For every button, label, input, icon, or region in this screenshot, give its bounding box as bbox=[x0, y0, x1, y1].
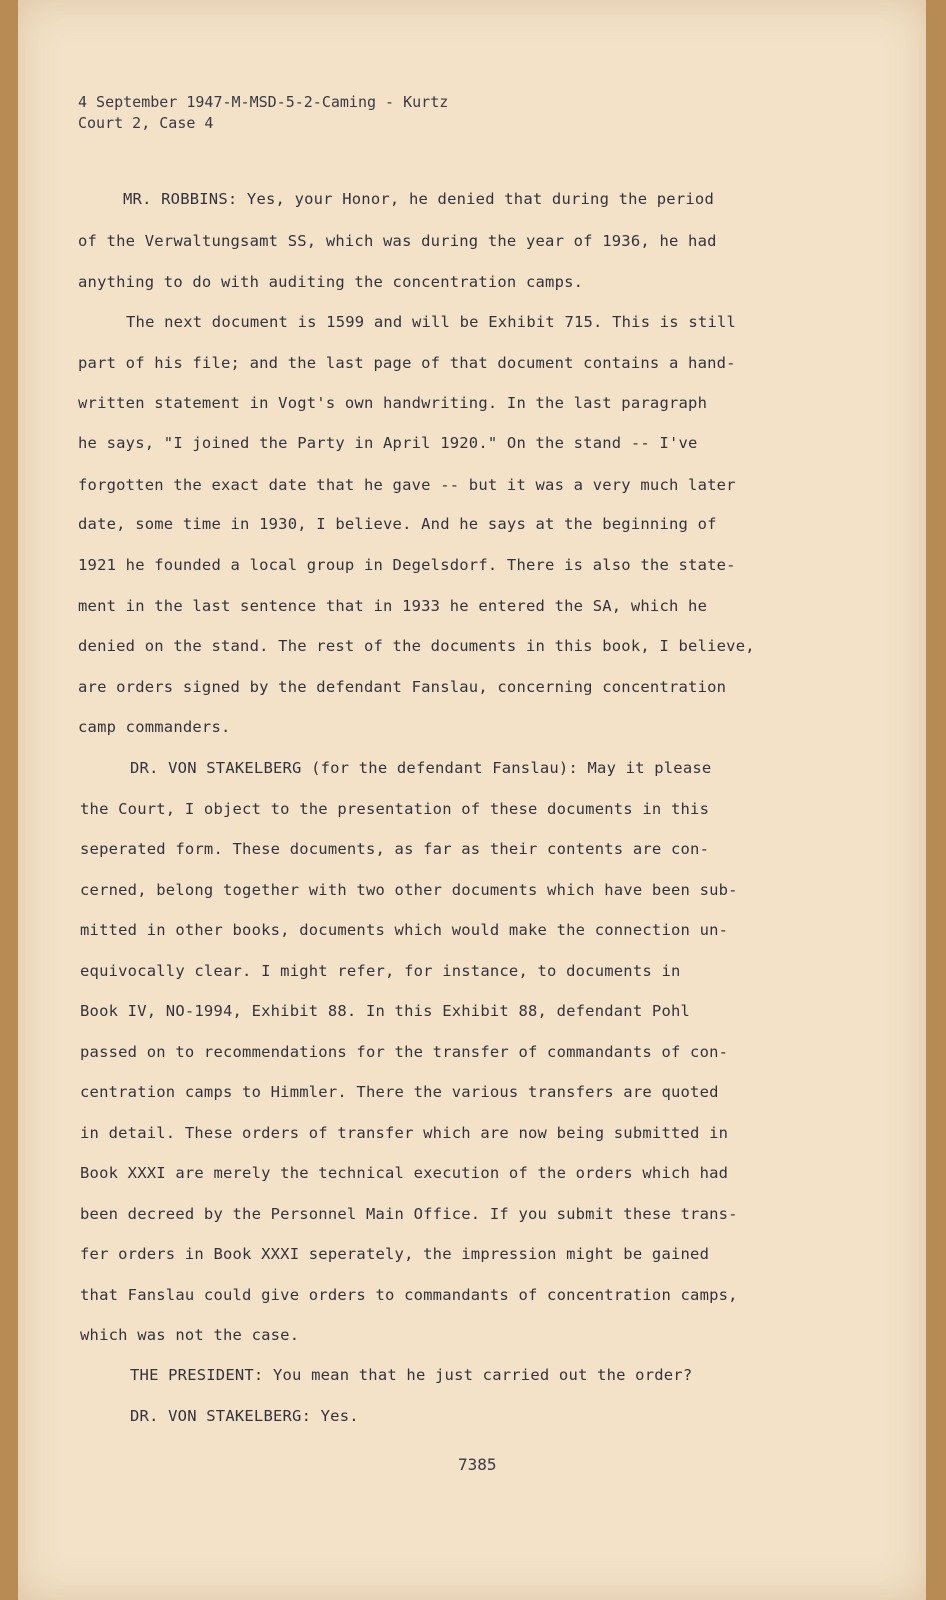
transcript-line: equivocally clear. I might refer, for instance, to documents in bbox=[80, 962, 681, 980]
transcript-line: which was not the case. bbox=[80, 1326, 300, 1344]
transcript-line: been decreed by the Personnel Main Office. If you submit these trans- bbox=[80, 1205, 738, 1223]
header-court-line: Court 2, Case 4 bbox=[78, 114, 214, 132]
transcript-line: camp commanders. bbox=[78, 718, 231, 736]
transcript-line: of the Verwaltungsamt SS, which was during the year of 1936, he had bbox=[78, 232, 717, 250]
transcript-line: that Fanslau could give orders to commandants of concentration camps, bbox=[80, 1286, 738, 1304]
transcript-line: mitted in other books, documents which would make the connection un- bbox=[80, 921, 729, 939]
transcript-line: passed on to recommendations for the transfer of commandants of con- bbox=[80, 1043, 729, 1061]
transcript-line: DR. VON STAKELBERG: Yes. bbox=[130, 1407, 359, 1425]
transcript-line: fer orders in Book XXXI seperately, the impression might be gained bbox=[80, 1245, 710, 1263]
transcript-line: written statement in Vogt's own handwriting. In the last paragraph bbox=[78, 394, 708, 412]
transcript-line: the Court, I object to the presentation of these documents in this bbox=[80, 800, 710, 818]
header-date-line: 4 September 1947-M-MSD-5-2-Caming - Kurtz bbox=[78, 93, 449, 111]
transcript-line: part of his file; and the last page of that document contains a hand- bbox=[78, 354, 736, 372]
transcript-line: DR. VON STAKELBERG (for the defendant Fanslau): May it please bbox=[130, 759, 712, 777]
transcript-line: denied on the stand. The rest of the documents in this book, I believe, bbox=[78, 637, 755, 655]
transcript-line: forgotten the exact date that he gave -- but it was a very much later bbox=[78, 476, 736, 494]
transcript-line: cerned, belong together with two other documents which have been sub- bbox=[80, 881, 738, 899]
transcript-line: The next document is 1599 and will be Exhibit 715. This is still bbox=[126, 313, 737, 331]
document-page bbox=[18, 0, 926, 1600]
transcript-line: THE PRESIDENT: You mean that he just carried out the order? bbox=[130, 1366, 693, 1384]
transcript-line: seperated form. These documents, as far as their contents are con- bbox=[80, 840, 710, 858]
transcript-line: MR. ROBBINS: Yes, your Honor, he denied that during the period bbox=[123, 190, 714, 208]
transcript-line: anything to do with auditing the concentration camps. bbox=[78, 273, 584, 291]
page-number: 7385 bbox=[458, 1455, 497, 1474]
transcript-line: Book IV, NO-1994, Exhibit 88. In this Exhibit 88, defendant Pohl bbox=[80, 1002, 691, 1020]
transcript-line: ment in the last sentence that in 1933 he entered the SA, which he bbox=[78, 597, 708, 615]
transcript-line: in detail. These orders of transfer which are now being submitted in bbox=[80, 1124, 729, 1142]
transcript-body bbox=[18, 0, 926, 1600]
transcript-line: 1921 he founded a local group in Degelsdorf. There is also the state- bbox=[78, 556, 736, 574]
transcript-line: are orders signed by the defendant Fanslau, concerning concentration bbox=[78, 678, 727, 696]
transcript-line: date, some time in 1930, I believe. And he says at the beginning of bbox=[78, 515, 717, 533]
transcript-line: he says, "I joined the Party in April 1920." On the stand -- I've bbox=[78, 434, 698, 452]
transcript-line: centration camps to Himmler. There the various transfers are quoted bbox=[80, 1083, 719, 1101]
transcript-line: Book XXXI are merely the technical execution of the orders which had bbox=[80, 1164, 729, 1182]
